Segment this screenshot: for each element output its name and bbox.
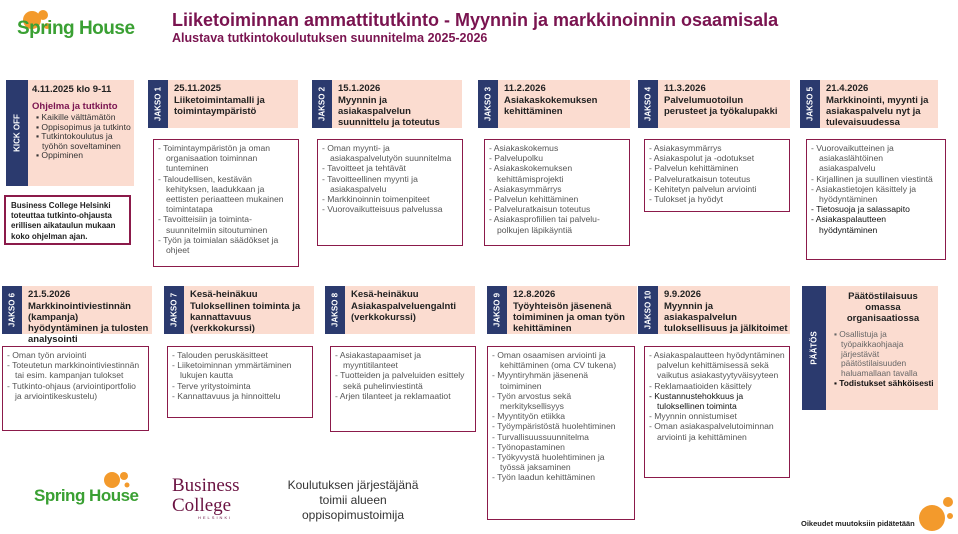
- jakso-item: - Oman myynti- ja asiakaspalvelutyön suunnitelma: [322, 143, 452, 164]
- paatos-item: ▪ Todistukset sähköisesti: [834, 377, 934, 388]
- jakso-content: [167, 346, 313, 418]
- decorative-dots-icon: [900, 480, 956, 534]
- jakso-item: - Työkyvystä huolehtiminen ja työssä jaksaminen: [492, 452, 605, 473]
- jakso-date: 25.11.2025: [174, 83, 222, 94]
- jakso-tab: JAKSO 3: [478, 80, 498, 128]
- jakso-tab: JAKSO 4: [638, 80, 658, 128]
- jakso-item: - Arjen tilanteet ja reklamaatiot: [335, 390, 451, 401]
- jakso-title: Asiakaspalveluengalnti (verkkokurssi): [351, 301, 457, 323]
- jakso-title: Myynnin ja asiakaspalvelun suunnittelu ja toteutus: [338, 95, 440, 128]
- jakso-content: [644, 346, 790, 478]
- jakso-title: Työyhteisön jäsenenä toimiminen ja oman työn kehittäminen: [513, 301, 625, 334]
- jakso-item: - Oman työn arviointi: [7, 350, 87, 360]
- page-title: Liiketoiminnan ammattitutkinto - Myynnin ja markkinoinnin osaamisala: [172, 10, 779, 30]
- jakso-title: Markkinointiviestinnän (kampanja) hyödyntäminen ja tulosten analysointi: [28, 301, 149, 345]
- jakso-item: - Palveluratkaisun toteutus: [489, 204, 591, 215]
- jakso-content: [484, 139, 630, 246]
- rights-note: Oikeudet muutoksiin pidätetään: [801, 519, 915, 528]
- kickoff-list: [28, 113, 134, 161]
- jakso-item: - Tietosuoja ja salassapito: [811, 204, 910, 215]
- jakso-item: - Asiakaspalautteen hyödyntäminen palvelun kehittämisessä sekä vaikutus asiakastyytyväisyyteen: [649, 350, 785, 381]
- kickoff-tab: KICK OFF: [6, 80, 28, 186]
- kickoff-item: ▪ Tutkintokoulutus ja työhön soveltaminen: [36, 131, 121, 151]
- jakso-item: - Asiakaspalautteen hyödyntäminen: [811, 214, 887, 235]
- paatos-tab: PÄÄTÖS: [802, 286, 826, 410]
- jakso-item: - Kustannustehokkuus ja tuloksellinen toiminta: [649, 390, 744, 412]
- kickoff-panel: [28, 80, 134, 186]
- jakso-item: - Asiakasymmärrys: [649, 143, 722, 153]
- jakso-tab: JAKSO 9: [487, 286, 507, 334]
- jakso-header: [22, 286, 152, 345]
- jakso-item: - Tutkinto-ohjaus (arviointiportfolio ja arviointikeskustelu): [7, 380, 136, 401]
- spring-house-logo-text-bottom: Spring House: [34, 486, 139, 505]
- jakso-content: [153, 139, 299, 267]
- jakso-date: 9.9.2026: [664, 289, 701, 300]
- jakso-item: - Asiakasprofiilien tai palvelu-polkujen läpikäyntiä: [489, 214, 600, 235]
- jakso-item: - Turvallisuussuunnitelma: [492, 431, 589, 442]
- jakso-date: 12.8.2026: [513, 289, 556, 300]
- paatos-item: ▪ Osallistuja ja työpaikkaohjaaja järjestävät päätöstilaisuuden haluamallaan tavalla: [834, 329, 918, 379]
- jakso-item: - Toteutetun markkinointiviestinnän tai esim. kampanjan tulokset: [7, 360, 140, 381]
- kickoff-item: ▪ Oppisopimus ja tutkinto: [36, 121, 131, 132]
- jakso-item: - Tavoitteisiin ja toiminta-suunnitelmiin sitoutuminen: [158, 214, 268, 235]
- jakso-header: [498, 80, 630, 128]
- kickoff-item: ▪ Kaikille välttämätön: [36, 112, 116, 122]
- page-subtitle: Alustava tutkintokoulutuksen suunnitelma 2025-2026: [172, 31, 488, 45]
- jakso-item: - Myyntityön etiikka: [492, 411, 566, 422]
- jakso-item: - Kehitetyn palvelun arviointi: [649, 183, 757, 194]
- jakso-header: [658, 286, 790, 334]
- jakso-tab: JAKSO 6: [2, 286, 22, 334]
- jakso-header: [507, 286, 637, 334]
- paatos-panel: [826, 286, 938, 410]
- jakso-item: - Vuorovaikutteisuus palvelussa: [322, 204, 443, 215]
- jakso-item: - Markkinoinnin toimenpiteet: [322, 194, 430, 205]
- jakso-item: - Tuotteiden ja palveluiden esittely sekä puhelinviestintä: [335, 370, 465, 391]
- jakso-title: Myynnin ja asiakaspalvelun tuloksellisuus ja jälkitoimet: [664, 301, 788, 334]
- jakso-content: [330, 346, 476, 432]
- jakso-item: - Oman osaamisen arviointi ja kehittäminen (oma CV tukena): [492, 350, 617, 371]
- jakso-date: 11.2.2026: [504, 83, 546, 94]
- jakso-item: - Terve yritystoiminta: [172, 380, 251, 391]
- jakso-item: - Palveluratkaisun toteutus: [649, 173, 751, 184]
- jakso-item: - Työnopastaminen: [492, 441, 565, 452]
- jakso-date: 11.3.2026: [664, 83, 706, 94]
- kickoff-heading: Ohjelma ja tutkinto: [32, 101, 118, 112]
- paatos-title: Päätöstilaisuus omassa organisaatiossa: [846, 291, 920, 324]
- jakso-item: - Työn arvostus sekä merkityksellisyys: [492, 390, 572, 412]
- jakso-content: [644, 139, 790, 212]
- kickoff-date: 4.11.2025 klo 9-11: [32, 84, 112, 95]
- jakso-content: [487, 346, 635, 520]
- jakso-header: [332, 80, 462, 128]
- partner-text: Koulutuksen järjestäjänä toimii alueen oppisopimustoimija: [287, 478, 419, 522]
- jakso-item: - Tulokset ja hyödyt: [649, 194, 724, 205]
- jakso-item: - Asiakaskokemus: [489, 143, 559, 153]
- jakso-tab: JAKSO 8: [325, 286, 345, 334]
- jakso-title: Liiketoimintamalli ja toimintaympäristö: [174, 95, 265, 117]
- jakso-item: - Kirjallinen ja suullinen viestintä: [811, 173, 933, 184]
- jakso-item: - Työympäristöstä huolehtiminen: [492, 421, 616, 432]
- jakso-item: - Tavoitteellinen myynti ja asiakaspalvelu: [322, 173, 418, 194]
- jakso-item: - Myynnin onnistumiset: [649, 411, 737, 422]
- jakso-item: - Oman asiakaspalvelutoiminnan arviointi ja kehittäminen: [649, 421, 774, 442]
- jakso-date: Kesä-heinäkuu: [351, 289, 419, 300]
- business-college-logo-small: HELSINKI: [198, 515, 233, 520]
- jakso-date: 15.1.2026: [338, 83, 381, 94]
- jakso-item: - Tavoitteet ja tehtävät: [322, 163, 406, 174]
- jakso-title: Tuloksellinen toiminta ja kannattavuus (verkkokurssi): [190, 301, 301, 334]
- jakso-item: - Työn laadun kehittäminen: [492, 472, 596, 483]
- jakso-tab: JAKSO 1: [148, 80, 168, 128]
- jakso-content: [806, 139, 946, 260]
- jakso-item: - Vuorovaikutteinen ja asiakaslähtöinen asiakaspalvelu: [811, 143, 894, 174]
- jakso-content: [317, 139, 463, 246]
- jakso-item: - Liiketoiminnan ymmärtäminen lukujen kautta: [172, 360, 292, 381]
- jakso-item: - Palvelun kehittäminen: [649, 163, 739, 174]
- jakso-item: - Kannattavuus ja hinnoittelu: [172, 390, 281, 401]
- jakso-header: [168, 80, 298, 128]
- jakso-tab: JAKSO 5: [800, 80, 820, 128]
- kickoff-note: Business College Helsinki toteuttaa tutkinto-ohjausta erillisen aikataulun mukaan koko ohjelman ajan.: [4, 195, 131, 245]
- jakso-title: Markkinointi, myynti ja asiakaspalvelu nyt ja tulevaisuudessa: [826, 95, 929, 128]
- jakso-header: [184, 286, 314, 334]
- jakso-item: - Asiakasymmärrys: [489, 183, 562, 194]
- jakso-date: 21.4.2026: [826, 83, 869, 94]
- jakso-item: - Asiakastietojen käsittely ja hyödyntäminen: [811, 183, 917, 205]
- jakso-item: - Talouden peruskäsitteet: [172, 350, 268, 360]
- jakso-date: 21.5.2026: [28, 289, 71, 300]
- jakso-title: Asiakaskokemuksen kehittäminen: [504, 95, 598, 117]
- jakso-item: - Työn ja toimialan säädökset ja ohjeet: [158, 234, 279, 256]
- jakso-item: - Asiakaskokemuksen kehittämisprojekti: [489, 163, 573, 184]
- jakso-tab: JAKSO 2: [312, 80, 332, 128]
- jakso-tab: JAKSO 7: [164, 286, 184, 334]
- jakso-item: - Reklamaatioiden käsittely: [649, 380, 752, 391]
- jakso-item: - Palvelupolku: [489, 153, 543, 164]
- jakso-header: [658, 80, 790, 128]
- business-college-logo: Business College: [172, 475, 240, 516]
- jakso-tab: JAKSO 10: [638, 286, 658, 334]
- jakso-content: [2, 346, 149, 431]
- jakso-header: [820, 80, 938, 128]
- kickoff-item: ▪ Oppiminen: [36, 150, 83, 161]
- jakso-item: - Toimintaympäristön ja oman organisaation toiminnan tunteminen: [158, 143, 271, 174]
- jakso-title: Palvelumuotoilun perusteet ja työkalupakki: [664, 95, 778, 117]
- jakso-item: - Taloudellisen, kestävän kehityksen, laadukkaan ja eettisten periaatteen mukainen toimintatapa: [158, 173, 284, 215]
- jakso-date: Kesä-heinäkuu: [190, 289, 258, 300]
- jakso-item: - Asiakastapaamiset ja myyntitilanteet: [335, 350, 421, 371]
- jakso-header: [345, 286, 475, 334]
- jakso-item: - Asiakaspolut ja -odotukset: [649, 153, 755, 164]
- jakso-item: - Myyntiryhmän jäsenenä toimiminen: [492, 370, 589, 391]
- jakso-item: - Palvelun kehittäminen: [489, 194, 579, 205]
- spring-house-logo-text: Spring House: [17, 18, 135, 39]
